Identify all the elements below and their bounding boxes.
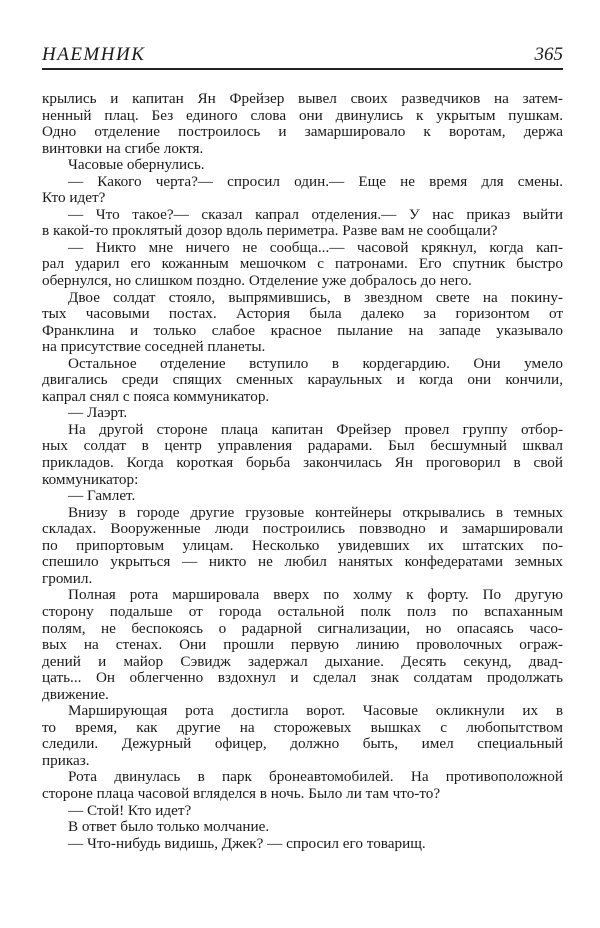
text-line: Марширующая рота достигла ворот. Часовые окликнули их в xyxy=(68,702,563,720)
text-line: ненный плац. Без единого слова они двинулись к укрытым пушкам. xyxy=(42,106,563,124)
text-line: приказ. xyxy=(42,751,90,769)
text-line: в какой-то проклятый дозор вдоль периметра. Разве вам не сообщали? xyxy=(42,222,498,240)
page-body xyxy=(42,91,563,852)
text-line: вых на стенах. Они прошли первую линию проволочных ограж- xyxy=(42,636,563,654)
text-line: рал ударил его кожанным мешочком с патронами. Его спутник быстро xyxy=(42,255,563,273)
text-line: В ответ было только молчание. xyxy=(68,818,270,836)
book-title: НАЕМНИК xyxy=(42,44,146,65)
text-line: громил. xyxy=(42,569,93,587)
text-line: — Никто мне ничего не сообща...— часовой крякнул, когда кап- xyxy=(68,238,563,256)
paragraph xyxy=(42,819,563,836)
text-line: коммуникатор: xyxy=(42,470,139,488)
text-line: Кто идет? xyxy=(42,189,106,207)
text-line: Рота двинулась в парк бронеавтомобилей. На противоположной xyxy=(68,768,563,786)
paragraph xyxy=(42,174,563,207)
paragraph xyxy=(42,505,563,588)
text-line: тых часовыми постах. Астория была далеко за горизонтом от xyxy=(42,305,563,323)
text-line: Остальное отделение вступило в кордегардию. Они умело xyxy=(68,354,563,372)
paragraph xyxy=(42,240,563,290)
text-line: складах. Вооруженные люди построились повзводно и замаршировали xyxy=(42,520,563,538)
text-line: Двое солдат стояло, выпрямившись, в звездном свете на покину- xyxy=(68,288,563,306)
text-line: спешило укрыться — никто не любил нанятых конфедератами земных xyxy=(42,553,563,571)
text-line: Внизу в городе другие грузовые контейнеры открывались в темных xyxy=(68,503,563,521)
text-line: крылись и капитан Ян Фрейзер вывел своих разведчиков на затем- xyxy=(42,90,563,107)
paragraph xyxy=(42,587,563,703)
paragraph xyxy=(42,422,563,488)
text-line: — Какого черта?— спросил один.— Еще не время для смены. xyxy=(68,172,563,190)
text-line: двигались среди спящих сменных караульных и когда они кончили, xyxy=(42,371,563,389)
text-line: — Что такое?— сказал капрал отделения.— У нас приказ выйти xyxy=(68,205,563,223)
text-line: следили. Дежурный офицер, должно быть, имел специальный xyxy=(42,735,563,753)
text-line: — Стой! Кто идет? xyxy=(68,801,192,819)
text-line: полям, не беспокоясь о радарной сигнализации, но опасаясь часо- xyxy=(42,619,563,637)
text-line: дений и майор Сэвидж задержал дыхание. Десять секунд, двад- xyxy=(42,652,563,670)
paragraph xyxy=(42,488,563,505)
paragraph xyxy=(42,769,563,802)
text-line: по припортовым улицам. Несколько увидевших их штатских по- xyxy=(42,536,563,554)
paragraph xyxy=(42,207,563,240)
text-line: винтовки на сгибе локтя. xyxy=(42,139,204,157)
text-line: цать... Он облегченно вздохнул и сделал знак солдатам продолжать xyxy=(42,669,563,687)
text-line: стороне плаца часовой вгляделся в ночь. Было ли там что-то? xyxy=(42,784,441,802)
text-line: Полная рота маршировала вверх по холму к форту. По другую xyxy=(68,586,563,604)
text-line: — Гамлет. xyxy=(68,487,136,505)
text-line: капрал снял с пояса коммуникатор. xyxy=(42,387,270,405)
paragraph xyxy=(42,91,563,157)
text-line: то время, как другие на сторожевых вышках с любопытством xyxy=(42,718,563,736)
text-line: Франклина и только слабое красное пылание на западе указывало xyxy=(42,321,563,339)
paragraph xyxy=(42,803,563,820)
paragraph xyxy=(42,836,563,853)
text-line: — Что-нибудь видишь, Джек? — спросил его товарищ. xyxy=(68,834,426,852)
text-line: сторону подальше от города остальной полк полз по вспаханным xyxy=(42,602,563,620)
text-line: обернулся, но слишком поздно. Отделение уже добралось до него. xyxy=(42,272,472,290)
running-header xyxy=(42,42,563,70)
text-line: движение. xyxy=(42,685,109,703)
paragraph xyxy=(42,356,563,406)
paragraph xyxy=(42,157,563,174)
text-line: — Лаэрт. xyxy=(68,404,128,422)
text-line: Часовые обернулись. xyxy=(68,156,205,174)
text-line: ных солдат в центр управления радарами. Был бесшумный шквал xyxy=(42,437,563,455)
text-line: на присутствие соседней планеты. xyxy=(42,338,266,356)
text-line: На другой стороне плаца капитан Фрейзер провел группу отбор- xyxy=(68,420,563,438)
paragraph xyxy=(42,703,563,769)
page-number: 365 xyxy=(534,44,563,65)
text-line: прикладов. Когда короткая борьба закончилась Ян проговорил в свой xyxy=(42,454,563,472)
paragraph xyxy=(42,290,563,356)
paragraph xyxy=(42,405,563,422)
text-line: Одно отделение построилось и замаршировало к воротам, держа xyxy=(42,123,563,141)
